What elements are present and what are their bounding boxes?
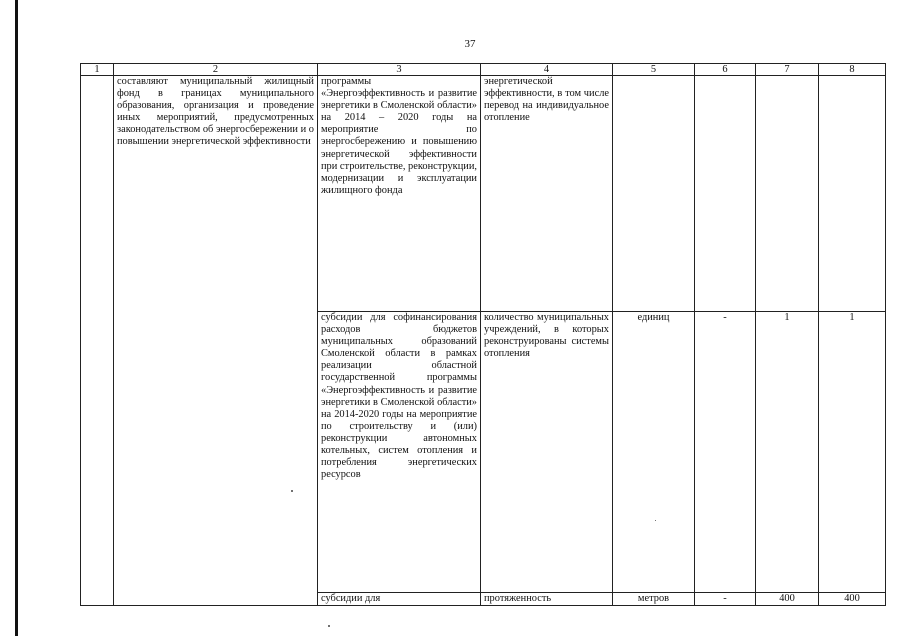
indicators-table <box>80 63 886 606</box>
value-cell: 400 <box>819 593 886 606</box>
value-cell <box>695 76 756 312</box>
header-cell: 3 <box>318 64 481 76</box>
task-description-cell: составляют муниципальный жилищный фонд в границах муниципального образования, организация и проведение иных мероприятий, предусмотренных законодательством об энергосбережении и о повышении энергетической эффективности <box>114 76 318 606</box>
table-row <box>81 76 886 312</box>
header-cell: 1 <box>81 64 114 76</box>
header-cell: 2 <box>114 64 318 76</box>
page-number: 37 <box>464 38 476 50</box>
measure-cell: субсидии для софинансирования расходов бюджетов муниципальных образований Смоленской области в рамках реализации областной государственной программы «Энергоэффективность и развитие энергетики в Смоленской области» на 2014-2020 годы на мероприятие по строительству и (или) реконструкции автономных котельных, систем отопления и потребления энергетических ресурсов <box>318 312 481 593</box>
unit-cell: метров <box>613 593 695 606</box>
value-cell: - <box>695 593 756 606</box>
value-cell: - <box>695 312 756 593</box>
header-cell: 4 <box>481 64 613 76</box>
indicator-cell: количество муниципальных учреждений, в которых реконструированы системы отопления <box>481 312 613 593</box>
value-cell <box>756 76 819 312</box>
indicator-cell: протяженность <box>481 593 613 606</box>
unit-cell: единиц <box>613 312 695 593</box>
value-cell: 400 <box>756 593 819 606</box>
indicator-cell: энергетической эффективности, в том числе перевод на индивидуальное отопление <box>481 76 613 312</box>
value-cell <box>819 76 886 312</box>
header-cell: 7 <box>756 64 819 76</box>
row-number-cell <box>81 76 114 606</box>
value-cell: 1 <box>756 312 819 593</box>
left-margin-bar <box>15 0 18 636</box>
header-row <box>81 64 886 76</box>
unit-cell <box>613 76 695 312</box>
measure-cell: программы «Энергоэффективность и развитие энергетики в Смоленской области» на 2014 – 2020 годы на мероприятие по энергосбережению и повышению энергетической эффективности при строительстве, реконструкции, модернизации и эксплуатации жилищного фонда <box>318 76 481 312</box>
measure-cell: субсидии для <box>318 593 481 606</box>
header-cell: 8 <box>819 64 886 76</box>
header-cell: 5 <box>613 64 695 76</box>
value-cell: 1 <box>819 312 886 593</box>
scan-speck <box>328 625 330 627</box>
header-cell: 6 <box>695 64 756 76</box>
